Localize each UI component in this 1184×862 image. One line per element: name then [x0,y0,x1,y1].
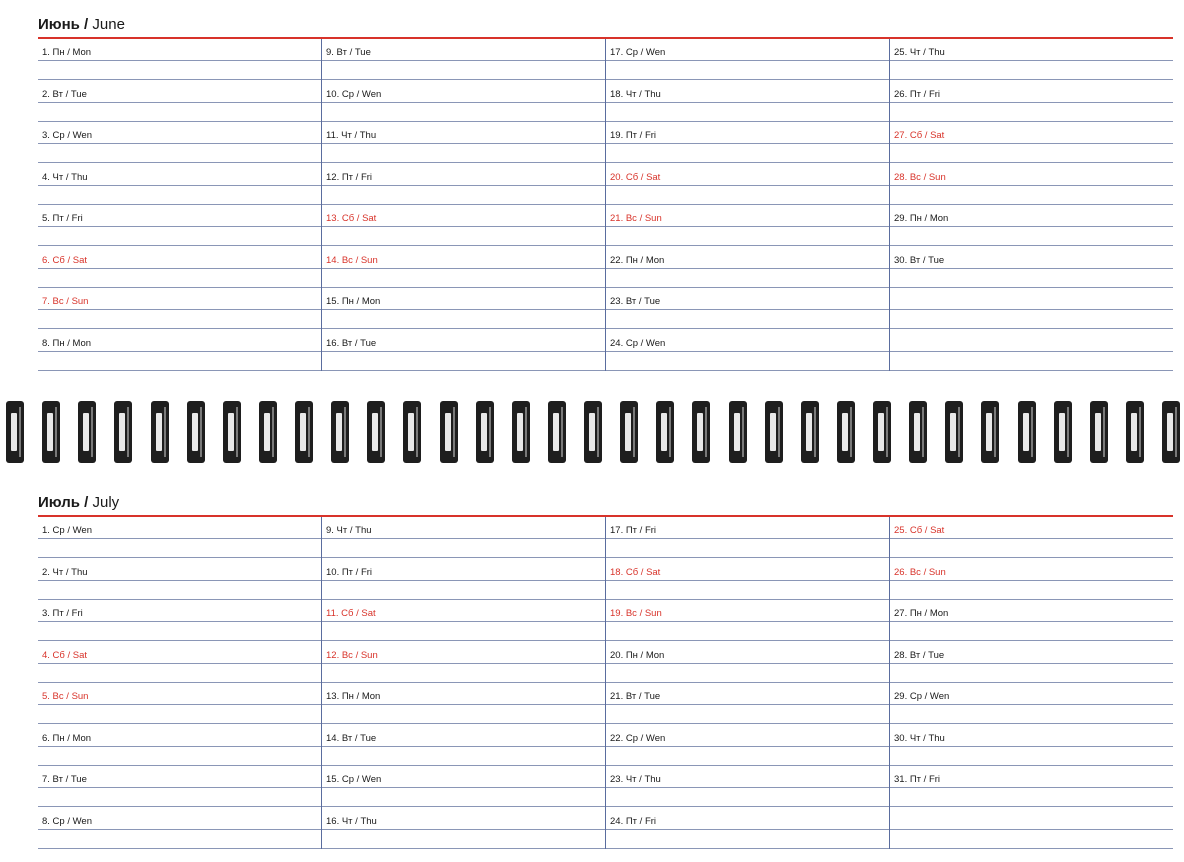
day-cell[interactable] [38,81,321,123]
day-cell[interactable] [890,81,1173,123]
day-cell[interactable] [322,81,605,123]
writing-line [38,185,321,186]
day-column [321,39,605,371]
day-cell[interactable] [890,288,1173,330]
day-cell[interactable] [606,517,889,559]
day-label: 11. Чт / Thu [326,130,377,141]
day-cell[interactable] [606,39,889,81]
day-label: 11. Сб / Sat [326,608,376,619]
day-label: 9. Чт / Thu [326,525,372,536]
writing-line [606,538,889,539]
writing-line [322,309,605,310]
writing-line [890,143,1173,144]
writing-line [322,538,605,539]
day-column [605,39,889,371]
day-cell[interactable] [322,683,605,725]
day-label: 27. Сб / Sat [894,130,945,141]
day-label: 13. Пн / Mon [326,691,381,702]
day-cell[interactable] [890,600,1173,642]
day-cell[interactable] [322,330,605,372]
day-cell[interactable] [606,808,889,850]
day-cell[interactable] [322,808,605,850]
binding-ring-icon [1018,401,1036,463]
day-column [889,39,1173,371]
day-label: 8. Ср / Wen [42,815,92,827]
day-cell[interactable] [322,517,605,559]
day-label: 14. Вс / Sun [326,254,378,266]
month-title-june [38,14,1173,36]
june-day-grid [38,39,1173,371]
day-label: 3. Пт / Fri [42,608,83,619]
writing-line [322,848,605,849]
day-label: 19. Вс / Sun [610,608,662,619]
writing-line [606,185,889,186]
day-column [605,517,889,849]
day-cell[interactable] [38,808,321,850]
binding-ring-icon [42,401,60,463]
day-label: 24. Ср / Wen [610,337,666,349]
day-cell[interactable] [606,247,889,289]
day-cell[interactable] [38,766,321,808]
day-label: 28. Вт / Tue [894,649,945,661]
writing-line [38,102,321,103]
writing-line [38,226,321,227]
day-label: 30. Вт / Tue [894,254,945,266]
day-label: 4. Сб / Sat [42,649,88,661]
day-label: 7. Вс / Sun [42,296,89,307]
day-cell[interactable] [890,205,1173,247]
day-label: 6. Сб / Sat [42,254,88,266]
writing-line [38,746,321,747]
day-cell[interactable] [322,642,605,684]
day-label: 31. Пт / Fri [894,774,941,785]
binding-ring-icon [151,401,169,463]
writing-line [322,621,605,622]
day-label: 22. Пн / Mon [610,254,665,266]
writing-line [322,143,605,144]
writing-line [322,60,605,61]
writing-line [322,268,605,269]
month-name-en: June [92,16,125,33]
day-label: 15. Ср / Wen [326,774,382,785]
day-cell[interactable] [38,164,321,206]
binding-ring-icon [548,401,566,463]
day-cell[interactable] [890,330,1173,372]
day-label: 27. Пн / Mon [894,608,949,619]
day-label: 30. Чт / Thu [894,732,945,744]
writing-line [322,787,605,788]
writing-line [606,829,889,830]
day-label: 13. Сб / Sat [326,213,377,224]
binding-ring-icon [692,401,710,463]
day-label: 6. Пн / Mon [42,732,92,744]
day-label: 21. Вс / Sun [610,213,662,224]
day-cell[interactable] [38,330,321,372]
binding-ring-icon [6,401,24,463]
day-label: 17. Пт / Fri [610,525,657,536]
day-label: 16. Вт / Tue [326,337,377,349]
writing-line [890,704,1173,705]
binding-ring-icon [295,401,313,463]
day-cell[interactable] [322,122,605,164]
day-column [38,517,321,849]
binding-ring-icon [584,401,602,463]
day-cell[interactable] [890,808,1173,850]
writing-line [890,538,1173,539]
day-cell[interactable] [38,247,321,289]
binding-ring-icon [331,401,349,463]
day-label: 2. Чт / Thu [42,566,88,578]
day-cell[interactable] [38,642,321,684]
day-cell[interactable] [890,766,1173,808]
binding-ring-icon [1054,401,1072,463]
binding-ring-icon [945,401,963,463]
day-cell[interactable] [606,559,889,601]
day-cell[interactable] [322,205,605,247]
day-cell[interactable] [322,725,605,767]
writing-line [890,829,1173,830]
writing-line [38,621,321,622]
day-cell[interactable] [38,39,321,81]
day-cell[interactable] [890,683,1173,725]
day-cell[interactable] [890,725,1173,767]
day-cell[interactable] [890,39,1173,81]
day-cell[interactable] [606,81,889,123]
writing-line [890,185,1173,186]
writing-line [38,351,321,352]
writing-line [38,60,321,61]
day-column [38,39,321,371]
day-label: 23. Вт / Tue [610,296,661,307]
month-title-separator: / [79,16,93,33]
day-cell[interactable] [322,247,605,289]
binding-ring-icon [620,401,638,463]
day-label: 25. Сб / Sat [894,525,945,536]
binding-ring-icon [512,401,530,463]
writing-line [322,370,605,371]
day-cell[interactable] [606,766,889,808]
binding-ring-icon [656,401,674,463]
writing-line [606,143,889,144]
writing-line [38,704,321,705]
writing-line [606,370,889,371]
binding-ring-icon [1126,401,1144,463]
writing-line [606,268,889,269]
writing-line [890,351,1173,352]
day-cell[interactable] [890,247,1173,289]
june-page [38,14,1173,371]
binding-ring-icon [476,401,494,463]
day-column [889,517,1173,849]
day-cell[interactable] [38,600,321,642]
binding-ring-icon [909,401,927,463]
binding-ring-icon [78,401,96,463]
day-cell[interactable] [606,122,889,164]
day-cell[interactable] [606,725,889,767]
day-label: 12. Пт / Fri [326,171,373,183]
binding-ring-icon [114,401,132,463]
writing-line [322,102,605,103]
day-label: 10. Пт / Fri [326,566,373,578]
writing-line [606,102,889,103]
day-cell[interactable] [38,288,321,330]
day-label: 24. Пт / Fri [610,815,657,827]
day-cell[interactable] [890,559,1173,601]
binding-ring-icon [440,401,458,463]
writing-line [890,309,1173,310]
day-label: 2. Вт / Tue [42,88,87,100]
writing-line [606,351,889,352]
day-label: 1. Пн / Mon [42,47,92,58]
writing-line [606,746,889,747]
writing-line [322,663,605,664]
day-label: 8. Пн / Mon [42,337,92,349]
writing-line [606,704,889,705]
binding-ring-icon [873,401,891,463]
writing-line [890,268,1173,269]
writing-line [322,746,605,747]
day-cell[interactable] [38,517,321,559]
writing-line [322,829,605,830]
day-label: 16. Чт / Thu [326,815,377,827]
day-cell[interactable] [890,642,1173,684]
day-cell[interactable] [606,642,889,684]
day-cell[interactable] [890,517,1173,559]
day-label: 5. Вс / Sun [42,691,89,702]
binding-ring-icon [1162,401,1180,463]
writing-line [606,621,889,622]
writing-line [38,268,321,269]
day-label: 17. Ср / Wen [610,47,666,58]
day-label: 4. Чт / Thu [42,171,88,183]
month-name-ru: Июнь [38,16,80,33]
day-label: 19. Пт / Fri [610,130,657,141]
day-label: 22. Ср / Wen [610,732,666,744]
day-label: 26. Пт / Fri [894,88,941,100]
day-cell[interactable] [38,725,321,767]
writing-line [322,226,605,227]
month-title-separator: / [79,494,93,511]
writing-line [38,829,321,830]
writing-line [890,102,1173,103]
writing-line [38,370,321,371]
month-title-july [38,492,1173,514]
day-label: 18. Сб / Sat [610,566,661,578]
day-label: 9. Вт / Tue [326,47,371,58]
spiral-binding [0,392,1184,472]
day-label: 18. Чт / Thu [610,88,661,100]
day-cell[interactable] [606,683,889,725]
day-label: 20. Пн / Mon [610,649,665,661]
writing-line [606,787,889,788]
binding-ring-icon [837,401,855,463]
writing-line [38,787,321,788]
binding-ring-icon [187,401,205,463]
day-cell[interactable] [606,164,889,206]
day-label: 26. Вс / Sun [894,566,946,578]
binding-ring-icon [367,401,385,463]
binding-ring-icon [223,401,241,463]
writing-line [890,621,1173,622]
day-label: 23. Чт / Thu [610,774,661,785]
day-cell[interactable] [38,559,321,601]
day-label: 7. Вт / Tue [42,774,87,785]
day-cell[interactable] [322,766,605,808]
writing-line [38,309,321,310]
july-page [38,492,1173,849]
day-label: 14. Вт / Tue [326,732,377,744]
month-name-ru: Июль [38,494,80,511]
writing-line [890,370,1173,371]
day-cell[interactable] [606,330,889,372]
july-day-grid [38,517,1173,849]
writing-line [606,848,889,849]
day-label: 10. Ср / Wen [326,88,382,100]
day-cell[interactable] [322,559,605,601]
writing-line [890,787,1173,788]
binding-ring-icon [765,401,783,463]
writing-line [890,848,1173,849]
binding-ring-icon [981,401,999,463]
day-cell[interactable] [38,122,321,164]
binding-ring-icon [259,401,277,463]
month-name-en: July [92,494,120,511]
day-label: 20. Сб / Sat [610,171,661,183]
writing-line [606,226,889,227]
binding-ring-icon [801,401,819,463]
binding-ring-icon [729,401,747,463]
writing-line [890,663,1173,664]
writing-line [322,580,605,581]
writing-line [38,143,321,144]
day-label: 1. Ср / Wen [42,525,92,536]
binding-ring-icon [403,401,421,463]
day-cell[interactable] [890,164,1173,206]
day-cell[interactable] [38,205,321,247]
day-label: 29. Ср / Wen [894,691,950,702]
day-label: 15. Пн / Mon [326,296,381,307]
binding-ring-icon [1090,401,1108,463]
writing-line [322,351,605,352]
day-cell[interactable] [606,600,889,642]
writing-line [890,746,1173,747]
writing-line [38,663,321,664]
writing-line [890,226,1173,227]
writing-line [322,704,605,705]
day-cell[interactable] [322,288,605,330]
day-label: 28. Вс / Sun [894,171,946,183]
writing-line [38,580,321,581]
day-cell[interactable] [606,205,889,247]
writing-line [606,580,889,581]
writing-line [38,538,321,539]
day-cell[interactable] [890,122,1173,164]
writing-line [890,60,1173,61]
writing-line [606,309,889,310]
writing-line [606,60,889,61]
day-label: 12. Вс / Sun [326,649,378,661]
day-cell[interactable] [322,39,605,81]
day-cell[interactable] [322,164,605,206]
writing-line [606,663,889,664]
writing-line [890,580,1173,581]
day-cell[interactable] [322,600,605,642]
day-label: 5. Пт / Fri [42,213,83,224]
day-label: 25. Чт / Thu [894,47,945,58]
day-cell[interactable] [38,683,321,725]
writing-line [322,185,605,186]
day-label: 29. Пн / Mon [894,213,949,224]
day-cell[interactable] [606,288,889,330]
day-label: 21. Вт / Tue [610,691,661,702]
day-label: 3. Ср / Wen [42,130,92,141]
writing-line [38,848,321,849]
day-column [321,517,605,849]
